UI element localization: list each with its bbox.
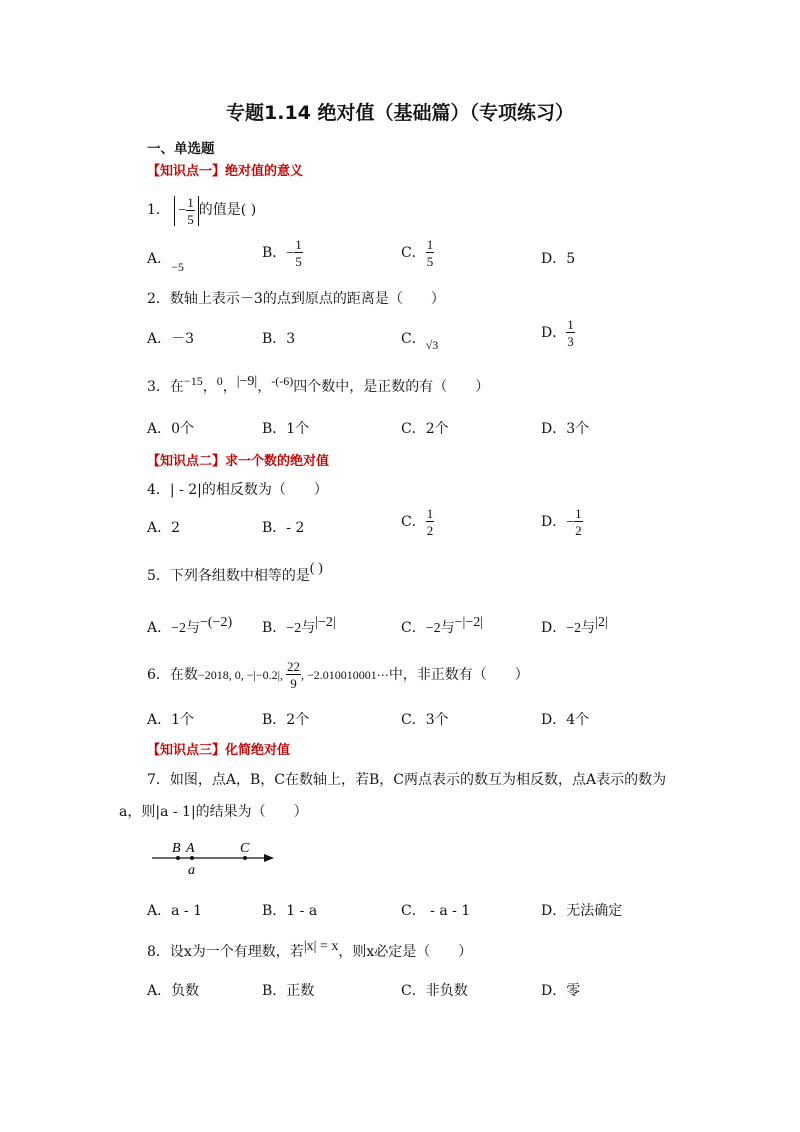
label-a: A xyxy=(186,841,195,856)
option-d[interactable]: D．− $\frac{1}{2}$ xyxy=(541,506,582,538)
option-a[interactable]: A．2 xyxy=(147,520,181,536)
option-c[interactable]: C．−2与−|−2| xyxy=(401,615,484,636)
question-4: 4．| - 2|的相反数为（ ） xyxy=(147,482,328,498)
number-line-figure xyxy=(150,838,280,880)
question-number: 1． xyxy=(147,202,170,219)
point-b xyxy=(176,856,180,860)
option-a[interactable]: A．负数 xyxy=(147,983,200,999)
option-b[interactable]: B．−2与|−2| xyxy=(262,615,336,636)
option-b[interactable]: B．3 xyxy=(262,331,296,347)
option-d[interactable]: D．零 xyxy=(541,983,581,999)
option-a[interactable]: A．1个 xyxy=(147,712,195,728)
knowledge-point-3: 【知识点三】化简绝对值 xyxy=(147,743,291,758)
option-a[interactable]: A．0个 xyxy=(147,421,195,437)
option-a[interactable]: A．−2与−(−2) xyxy=(147,615,233,636)
label-a-value: a xyxy=(188,863,195,878)
option-d[interactable]: D．无法确定 xyxy=(541,903,623,919)
option-c[interactable]: C．√3 xyxy=(401,331,439,352)
point-a xyxy=(190,856,194,860)
question-3: 3．在−15，0，|−9|，-(-6)四个数中，是正数的有（ ） xyxy=(147,374,490,395)
option-b[interactable]: B．- 2 xyxy=(262,520,305,536)
question-5: 5．下列各组数中相等的是( ) xyxy=(147,561,323,584)
option-d[interactable]: D．4个 xyxy=(541,712,590,728)
knowledge-point-2: 【知识点二】求一个数的绝对值 xyxy=(147,454,330,469)
option-b[interactable]: B．− $\frac{1}{5}$ xyxy=(262,237,302,269)
option-b[interactable]: B．1个 xyxy=(262,421,310,437)
option-d[interactable]: D． $\frac{1}{3}$ xyxy=(541,317,574,349)
abs-expression: − $\frac{1}{5}$ xyxy=(174,196,198,226)
question-1: 1． − $\frac{1}{5}$ 的值是( ) xyxy=(147,195,257,227)
option-b[interactable]: B．正数 xyxy=(262,983,315,999)
option-d[interactable]: D．−2与|2| xyxy=(541,615,608,636)
option-c[interactable]: C． $\frac{1}{5}$ xyxy=(401,237,434,269)
option-c[interactable]: C． $\frac{1}{2}$ xyxy=(401,506,434,538)
option-a[interactable]: A．－3 xyxy=(147,331,195,347)
question-7-line-2: a，则|a - 1|的结果为（ ） xyxy=(119,804,308,820)
option-c[interactable]: C．2个 xyxy=(401,421,449,437)
knowledge-point-1: 【知识点一】绝对值的意义 xyxy=(147,164,304,179)
option-c[interactable]: C． - a - 1 xyxy=(401,903,471,919)
question-8: 8．设x为一个有理数，若|x| = x，则x必定是（ ） xyxy=(147,939,473,960)
option-b[interactable]: B．2个 xyxy=(262,712,310,728)
option-a[interactable]: A．a - 1 xyxy=(147,903,202,919)
label-c: C xyxy=(240,841,250,856)
question-7-line-1: 7．如图，点A，B，C在数轴上，若B，C两点表示的数互为相反数，点A表示的数为 xyxy=(147,772,667,788)
point-c xyxy=(243,856,247,860)
option-c[interactable]: C．3个 xyxy=(401,712,449,728)
label-b: B xyxy=(172,841,181,856)
question-6: 6．在数−2018, 0, −|−0.2|, $\frac{22}{9}$ , −2.010010001⋯中，非正数有（ ） xyxy=(147,659,529,691)
question-2: 2．数轴上表示－3的点到原点的距离是（ ） xyxy=(147,291,445,307)
option-c[interactable]: C．非负数 xyxy=(401,983,468,999)
option-a[interactable]: A．−5 xyxy=(147,251,184,274)
page-title: 专题1.14 绝对值（基础篇）（专项练习） xyxy=(226,102,574,124)
option-d[interactable]: D．5 xyxy=(541,251,576,267)
option-b[interactable]: B．1 - a xyxy=(262,903,318,919)
arrow-head-icon xyxy=(264,854,274,862)
option-d[interactable]: D．3个 xyxy=(541,421,590,437)
section-heading: 一、单选题 xyxy=(147,141,215,157)
